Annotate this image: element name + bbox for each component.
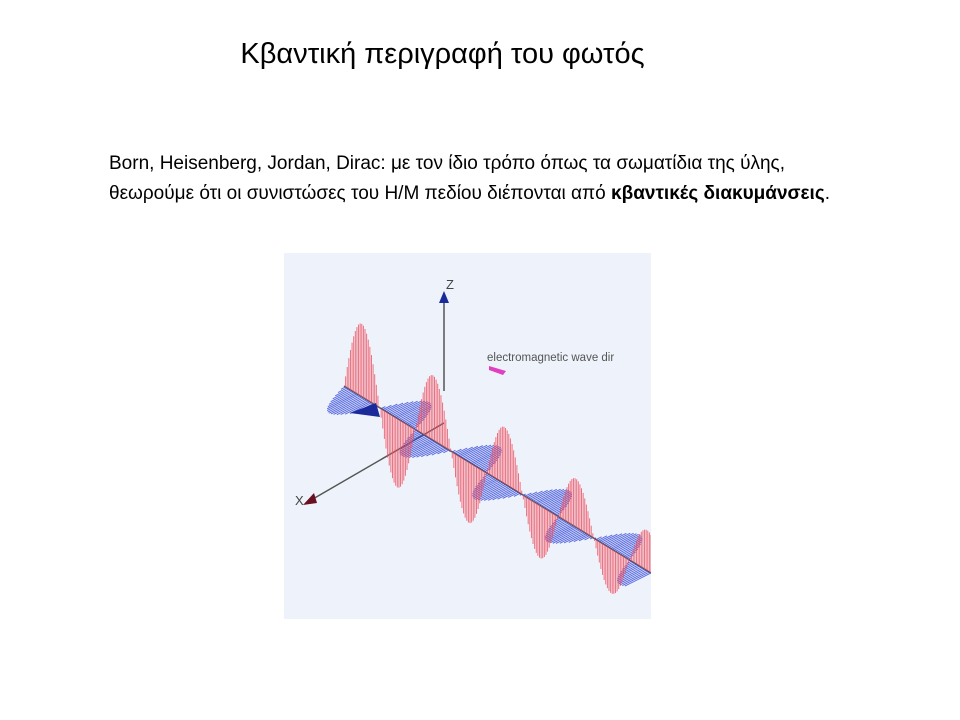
paragraph-intro: Born, Heisenberg, Jordan, Dirac: με τον ίδιο τρόπο όπως τα σωματίδια της ύλης, θεωρούμε ότι οι συνιστώσες του Η/Μ πεδίου διέπονται από [109, 153, 785, 204]
body-paragraph [109, 149, 869, 209]
wave-origin-arrow-icon [350, 403, 380, 417]
slide-title: Κβαντική περιγραφή του φωτός [240, 38, 645, 70]
paragraph-emphasis: κβαντικές διακυμάνσεις [611, 183, 825, 204]
em-wave-illustration [284, 253, 651, 619]
em-wave-figure [284, 253, 651, 619]
z-axis-label: Z [446, 277, 454, 292]
wave-direction-label: electromagnetic wave dir [487, 352, 615, 364]
z-axis-arrow-icon [439, 291, 449, 303]
paragraph-end: . [824, 183, 830, 204]
x-axis-arrow-icon [303, 493, 317, 505]
direction-marker-icon [489, 366, 506, 375]
electric-field-wave [344, 323, 651, 593]
x-axis-label: X [295, 493, 304, 508]
